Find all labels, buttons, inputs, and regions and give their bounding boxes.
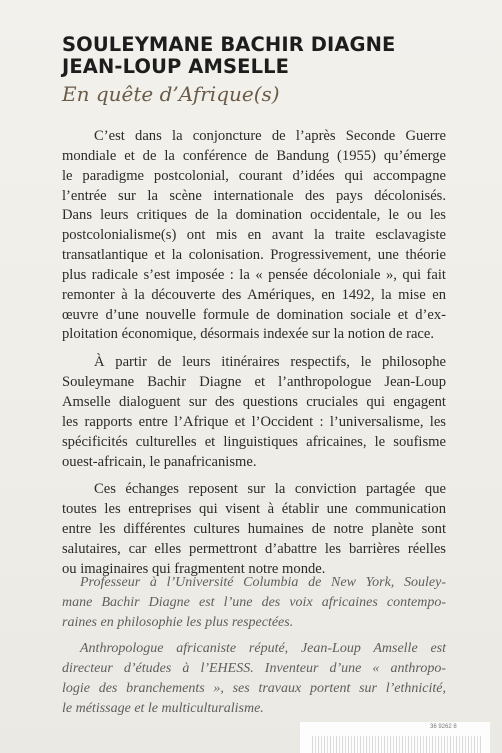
text-line: spécificités culturelles et linguistiques africaines, le soufisme bbox=[62, 433, 446, 450]
blurb-paragraph-1 bbox=[62, 127, 446, 345]
text-line: ploitation économique, désormais indexée sur la notion de race. bbox=[62, 326, 435, 343]
text-line: œuvre d’une nouvelle formule de domination sociale et d’ex- bbox=[62, 306, 446, 323]
text-line: Amselle dialoguent sur des questions cruciales qui engagent bbox=[62, 393, 446, 410]
text-line: Professeur à l’Université Columbia de New York, Souley- bbox=[80, 575, 446, 590]
blurb-paragraph-3 bbox=[62, 480, 446, 579]
barcode-number: 36 9262 8 bbox=[430, 724, 457, 730]
text-line: logie des branchements », ses travaux portent sur l’ethnicité, bbox=[62, 680, 446, 696]
text-line: Ces échanges reposent sur la conviction partagée que bbox=[94, 481, 446, 498]
author-bios bbox=[62, 573, 446, 726]
text-line: les rapports entre l’Afrique et l’Occident : l’universalisme, les bbox=[62, 413, 446, 430]
text-line: transatlantique et la colonisation. Progressivement, une théorie bbox=[62, 247, 446, 264]
text-line: remonter à la découverte des Amériques, en 1492, la mise en bbox=[62, 286, 446, 303]
text-line: le métissage et le multiculturalisme. bbox=[62, 700, 264, 716]
bio-amselle bbox=[62, 639, 446, 718]
text-line: plus radicale s’est imposée : la « pensée décoloniale », qui fait bbox=[62, 266, 446, 283]
text-line: raines en philosophie les plus respectées. bbox=[62, 614, 294, 630]
book-title: En quête d’Afrique(s) bbox=[62, 82, 280, 106]
bio-diagne bbox=[62, 573, 446, 632]
text-line: C’est dans la conjoncture de l’après Seconde Guerre bbox=[94, 128, 446, 144]
text-line: Souleymane Bachir Diagne et l’anthropologue Jean-Loup bbox=[62, 374, 446, 391]
text-line: toutes les entreprises qui visent à établir une communication bbox=[62, 501, 446, 518]
authors bbox=[62, 34, 395, 78]
text-line: ou imaginaires qui fragmentent notre monde. bbox=[62, 560, 326, 577]
blurb bbox=[62, 127, 446, 588]
text-line: Anthropologue africaniste réputé, Jean-Loup Amselle est bbox=[80, 641, 446, 657]
blurb-paragraph-2 bbox=[62, 353, 446, 472]
barcode-bars bbox=[312, 736, 482, 753]
author-2: JEAN-LOUP AMSELLE bbox=[62, 55, 290, 78]
text-line: salutaires, car elles permettront d’abattre les barrières réelles bbox=[62, 540, 446, 557]
text-line: le paradigme postcolonial, courant d’idées qui accompagne bbox=[62, 167, 446, 184]
text-line: directeur d’études à l’EHESS. Inventeur d’une « anthropo- bbox=[62, 661, 446, 677]
text-line: Dans leurs critiques de la domination occidentale, le ou les bbox=[62, 207, 446, 224]
author-1: SOULEYMANE BACHIR DIAGNE bbox=[62, 33, 396, 56]
text-line: l’entrée sur la scène internationale des pays décolonisés. bbox=[62, 187, 446, 204]
text-line: postcolonialisme(s) ont mis en avant la traite esclavagiste bbox=[62, 227, 446, 244]
text-line: mondiale et de la conférence de Bandung (1955) qu’émerge bbox=[62, 147, 446, 164]
text-line: ouest-africain, le panafricanisme. bbox=[62, 453, 257, 470]
text-line: entre les différentes cultures humaines de notre planète sont bbox=[62, 521, 446, 538]
text-line: mane Bachir Diagne est l’une des voix africaines contempo- bbox=[62, 594, 446, 610]
text-line: À partir de leurs itinéraires respectifs, le philosophe bbox=[94, 354, 446, 371]
